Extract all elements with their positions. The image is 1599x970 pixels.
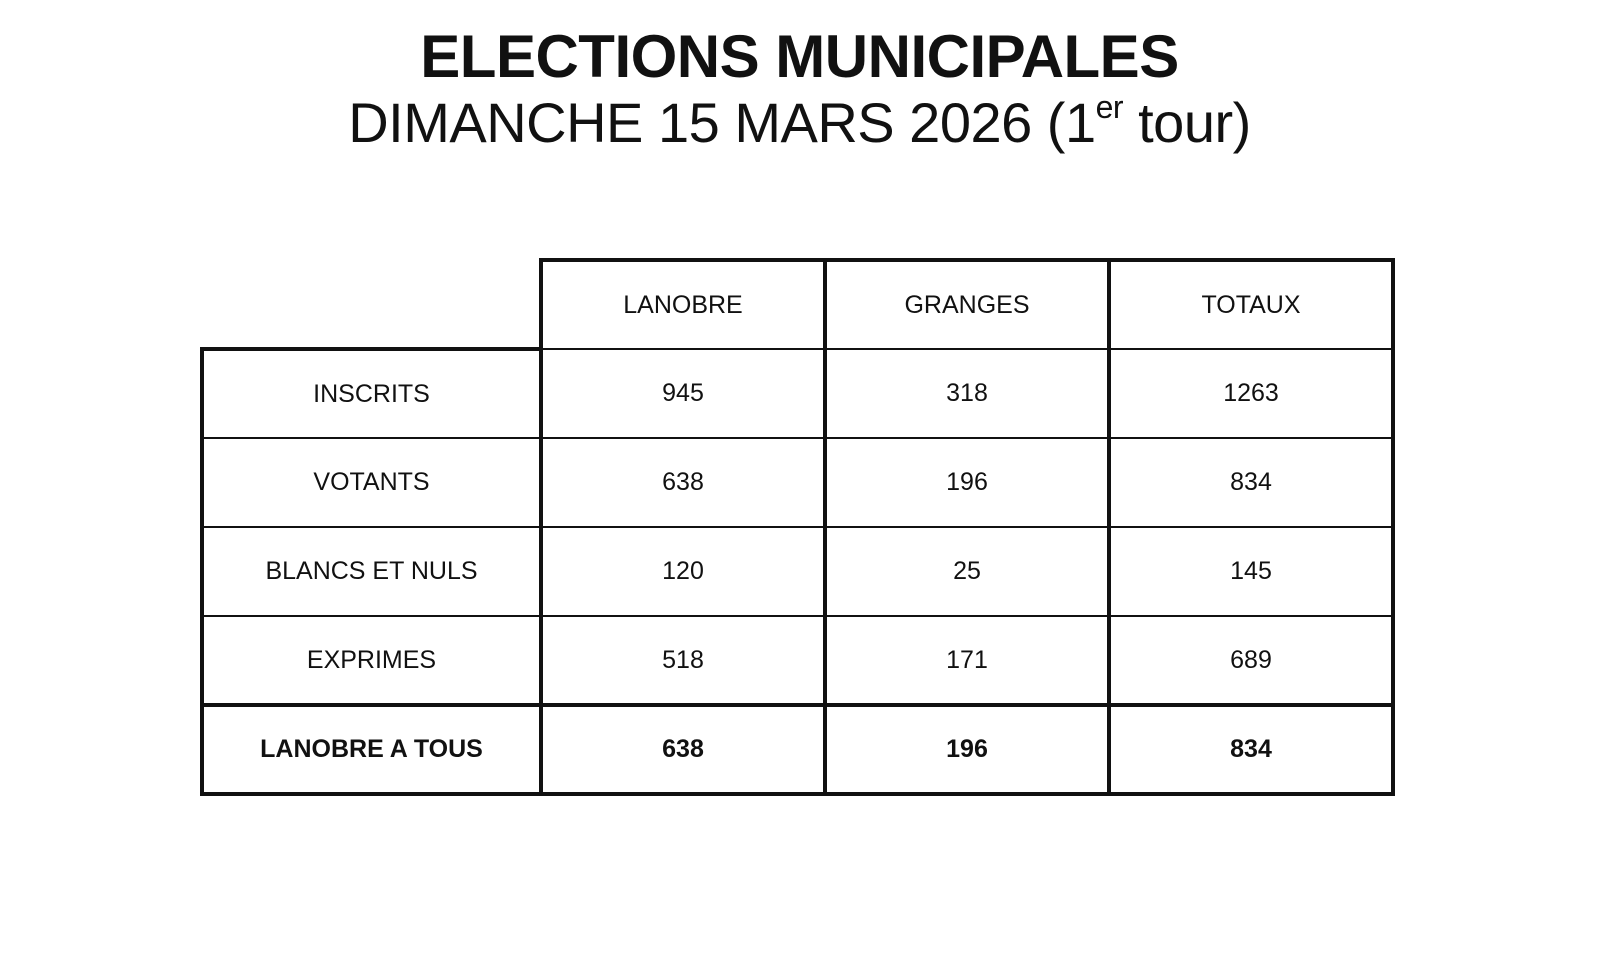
subtitle-ordinal: er <box>1095 89 1124 126</box>
subtitle-date: DIMANCHE 15 MARS 2026 (1 <box>348 91 1096 154</box>
cell-granges: 25 <box>825 527 1109 616</box>
cell-granges: 171 <box>825 616 1109 705</box>
cell-totaux: 689 <box>1109 616 1393 705</box>
table-row-inscrits <box>202 349 1393 438</box>
table-header-row <box>202 260 1393 349</box>
cell-totaux: 834 <box>1109 438 1393 527</box>
results-table <box>200 258 1395 796</box>
empty-corner-cell <box>202 260 541 349</box>
cell-granges: 318 <box>825 349 1109 438</box>
subtitle-round: tour) <box>1123 91 1251 154</box>
cell-lanobre: 120 <box>541 527 825 616</box>
table-row-total <box>202 705 1393 794</box>
table-row-exprimes <box>202 616 1393 705</box>
table-row-blancs-et-nuls <box>202 527 1393 616</box>
row-label: LANOBRE A TOUS <box>202 705 541 794</box>
cell-granges: 196 <box>825 438 1109 527</box>
column-header-lanobre: LANOBRE <box>541 260 825 349</box>
column-header-granges: GRANGES <box>825 260 1109 349</box>
cell-totaux: 834 <box>1109 705 1393 794</box>
page-subtitle <box>0 89 1599 154</box>
cell-granges: 196 <box>825 705 1109 794</box>
row-label: INSCRITS <box>202 349 541 438</box>
cell-totaux: 1263 <box>1109 349 1393 438</box>
cell-totaux: 145 <box>1109 527 1393 616</box>
cell-lanobre: 945 <box>541 349 825 438</box>
cell-lanobre: 638 <box>541 438 825 527</box>
cell-lanobre: 638 <box>541 705 825 794</box>
column-header-totaux: TOTAUX <box>1109 260 1393 349</box>
page-title: ELECTIONS MUNICIPALES <box>420 23 1179 90</box>
row-label: EXPRIMES <box>202 616 541 705</box>
cell-lanobre: 518 <box>541 616 825 705</box>
row-label: BLANCS ET NULS <box>202 527 541 616</box>
table-row-votants <box>202 438 1393 527</box>
row-label: VOTANTS <box>202 438 541 527</box>
